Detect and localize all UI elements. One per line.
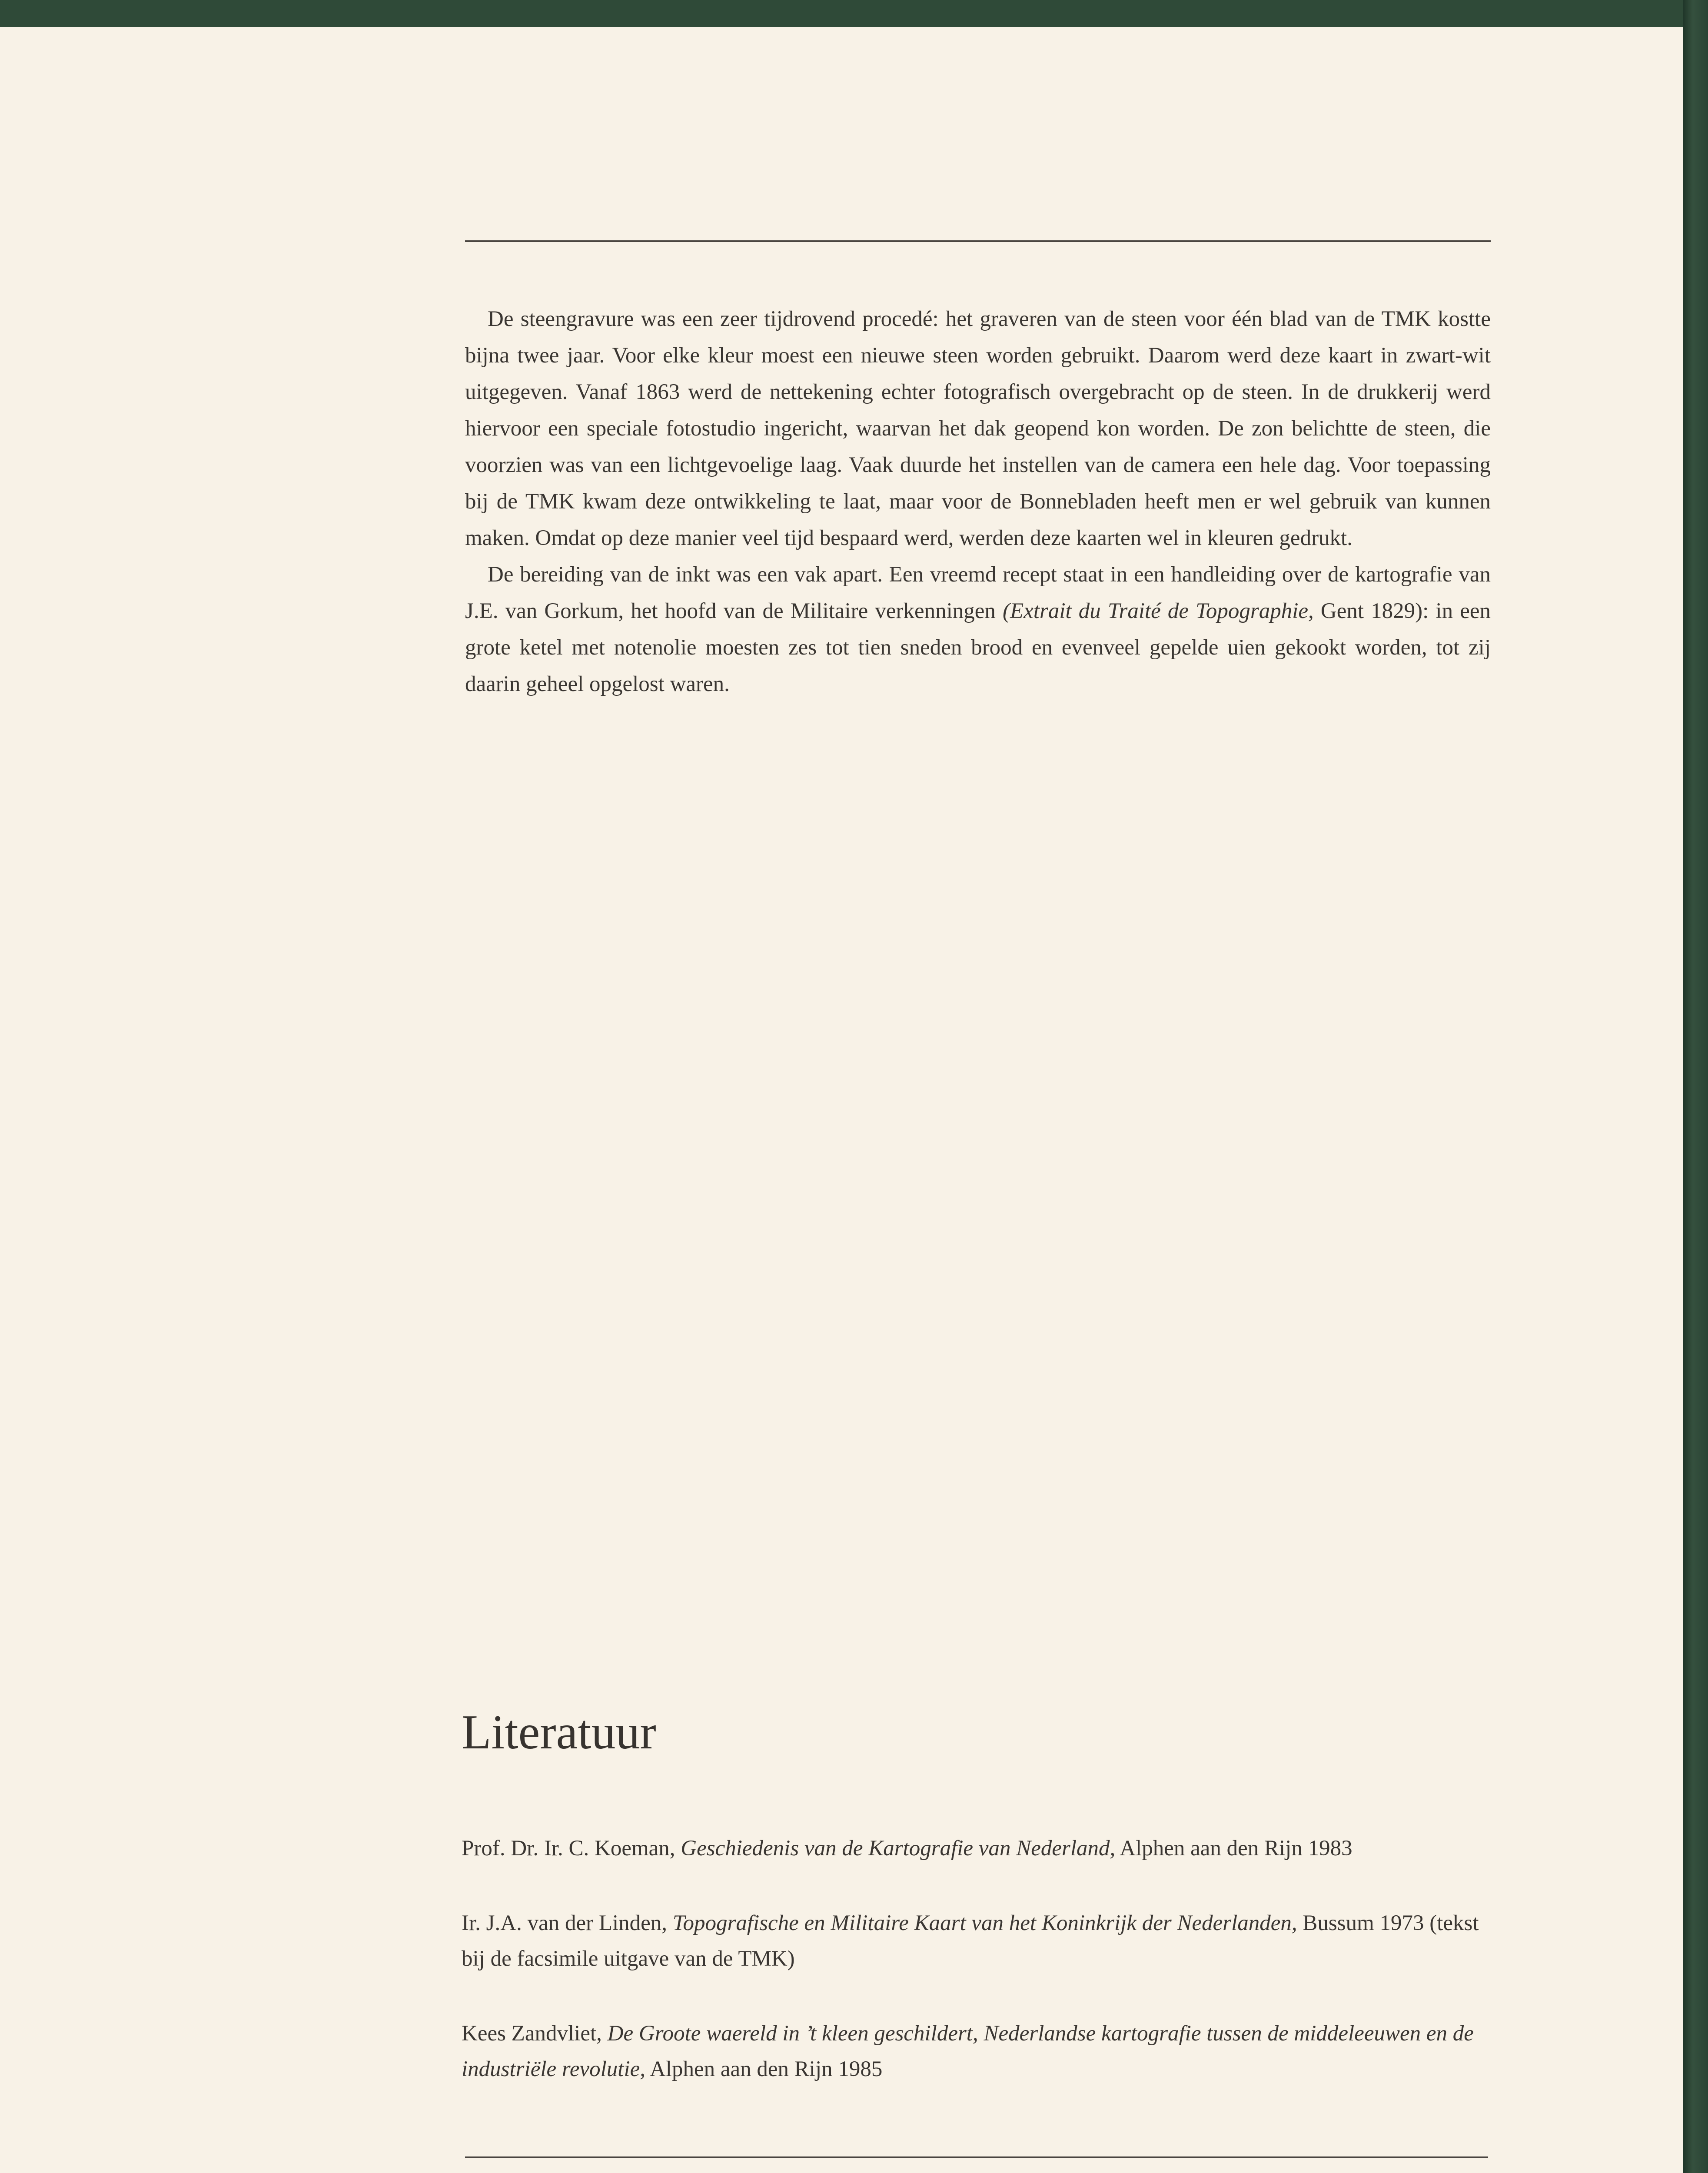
paragraph-2-italic-title: (Extrait du Traité de Topographie, xyxy=(1003,599,1314,623)
reference-item xyxy=(462,2016,1492,2087)
reference-author: Kees Zandvliet, xyxy=(462,2021,608,2046)
reference-item xyxy=(462,1831,1492,1866)
reference-title: Geschiedenis van de Kartografie van Nederland, xyxy=(681,1836,1116,1861)
top-rule xyxy=(465,240,1491,242)
reference-author: Ir. J.A. van der Linden, xyxy=(462,1911,673,1935)
paragraph-2-text-b: Gent 1829): in een grote ketel met notenolie moesten zes tot tien sneden brood en evenveel gepelde uien gekookt worden, tot zij daarin geheel opgelost waren. xyxy=(465,599,1491,696)
literature-list xyxy=(462,1831,1492,2126)
reference-publication: Bussum 1973 (tekst bij de facsimile uitgave van de TMK) xyxy=(462,1911,1479,1971)
literature-heading: Literatuur xyxy=(462,1705,656,1759)
reference-publication: Alphen aan den Rijn 1983 xyxy=(1115,1836,1352,1861)
reference-publication: Alphen aan den Rijn 1985 xyxy=(645,2057,883,2081)
book-page xyxy=(0,27,1683,2173)
reference-title: De Groote waereld in ’t kleen geschildert, Nederlandse kartografie tussen de middeleeuwen en de industriële revolutie, xyxy=(462,2021,1474,2081)
reference-title: Topografische en Militaire Kaart van het Koninkrijk der Nederlanden, xyxy=(672,1911,1297,1935)
reference-author: Prof. Dr. Ir. C. Koeman, xyxy=(462,1836,681,1861)
bottom-rule xyxy=(465,2156,1488,2158)
reference-item xyxy=(462,1905,1492,1977)
paragraph-2-text-a: De bereiding van de inkt was een vak apart. Een vreemd recept staat in een handleiding over de kartografie van J.E. van Gorkum, het hoofd van de Militaire verkenningen xyxy=(465,562,1491,623)
body-text xyxy=(465,301,1491,702)
paragraph-2 xyxy=(465,556,1491,702)
book-binding-edge xyxy=(1683,0,1708,2173)
paragraph-1: De steengravure was een zeer tijdrovend procedé: het graveren van de steen voor één blad van de TMK kostte bijna twee jaar. Voor elke kleur moest een nieuwe steen worden gebruikt. Daarom werd deze kaart in zwart-wit uitgegeven. Vanaf 1863 werd de nettekening echter fotografisch overgebracht op de steen. In de drukkerij werd hiervoor een speciale fotostudio ingericht, waarvan het dak geopend kon worden. De zon belichtte de steen, die voorzien was van een lichtgevoelige laag. Vaak duurde het instellen van de camera een hele dag. Voor toepassing bij de TMK kwam deze ontwikkeling te laat, maar voor de Bonnebladen heeft men er wel gebruik van kunnen maken. Omdat op deze manier veel tijd bespaard werd, werden deze kaarten wel in kleuren gedrukt. xyxy=(465,307,1491,550)
